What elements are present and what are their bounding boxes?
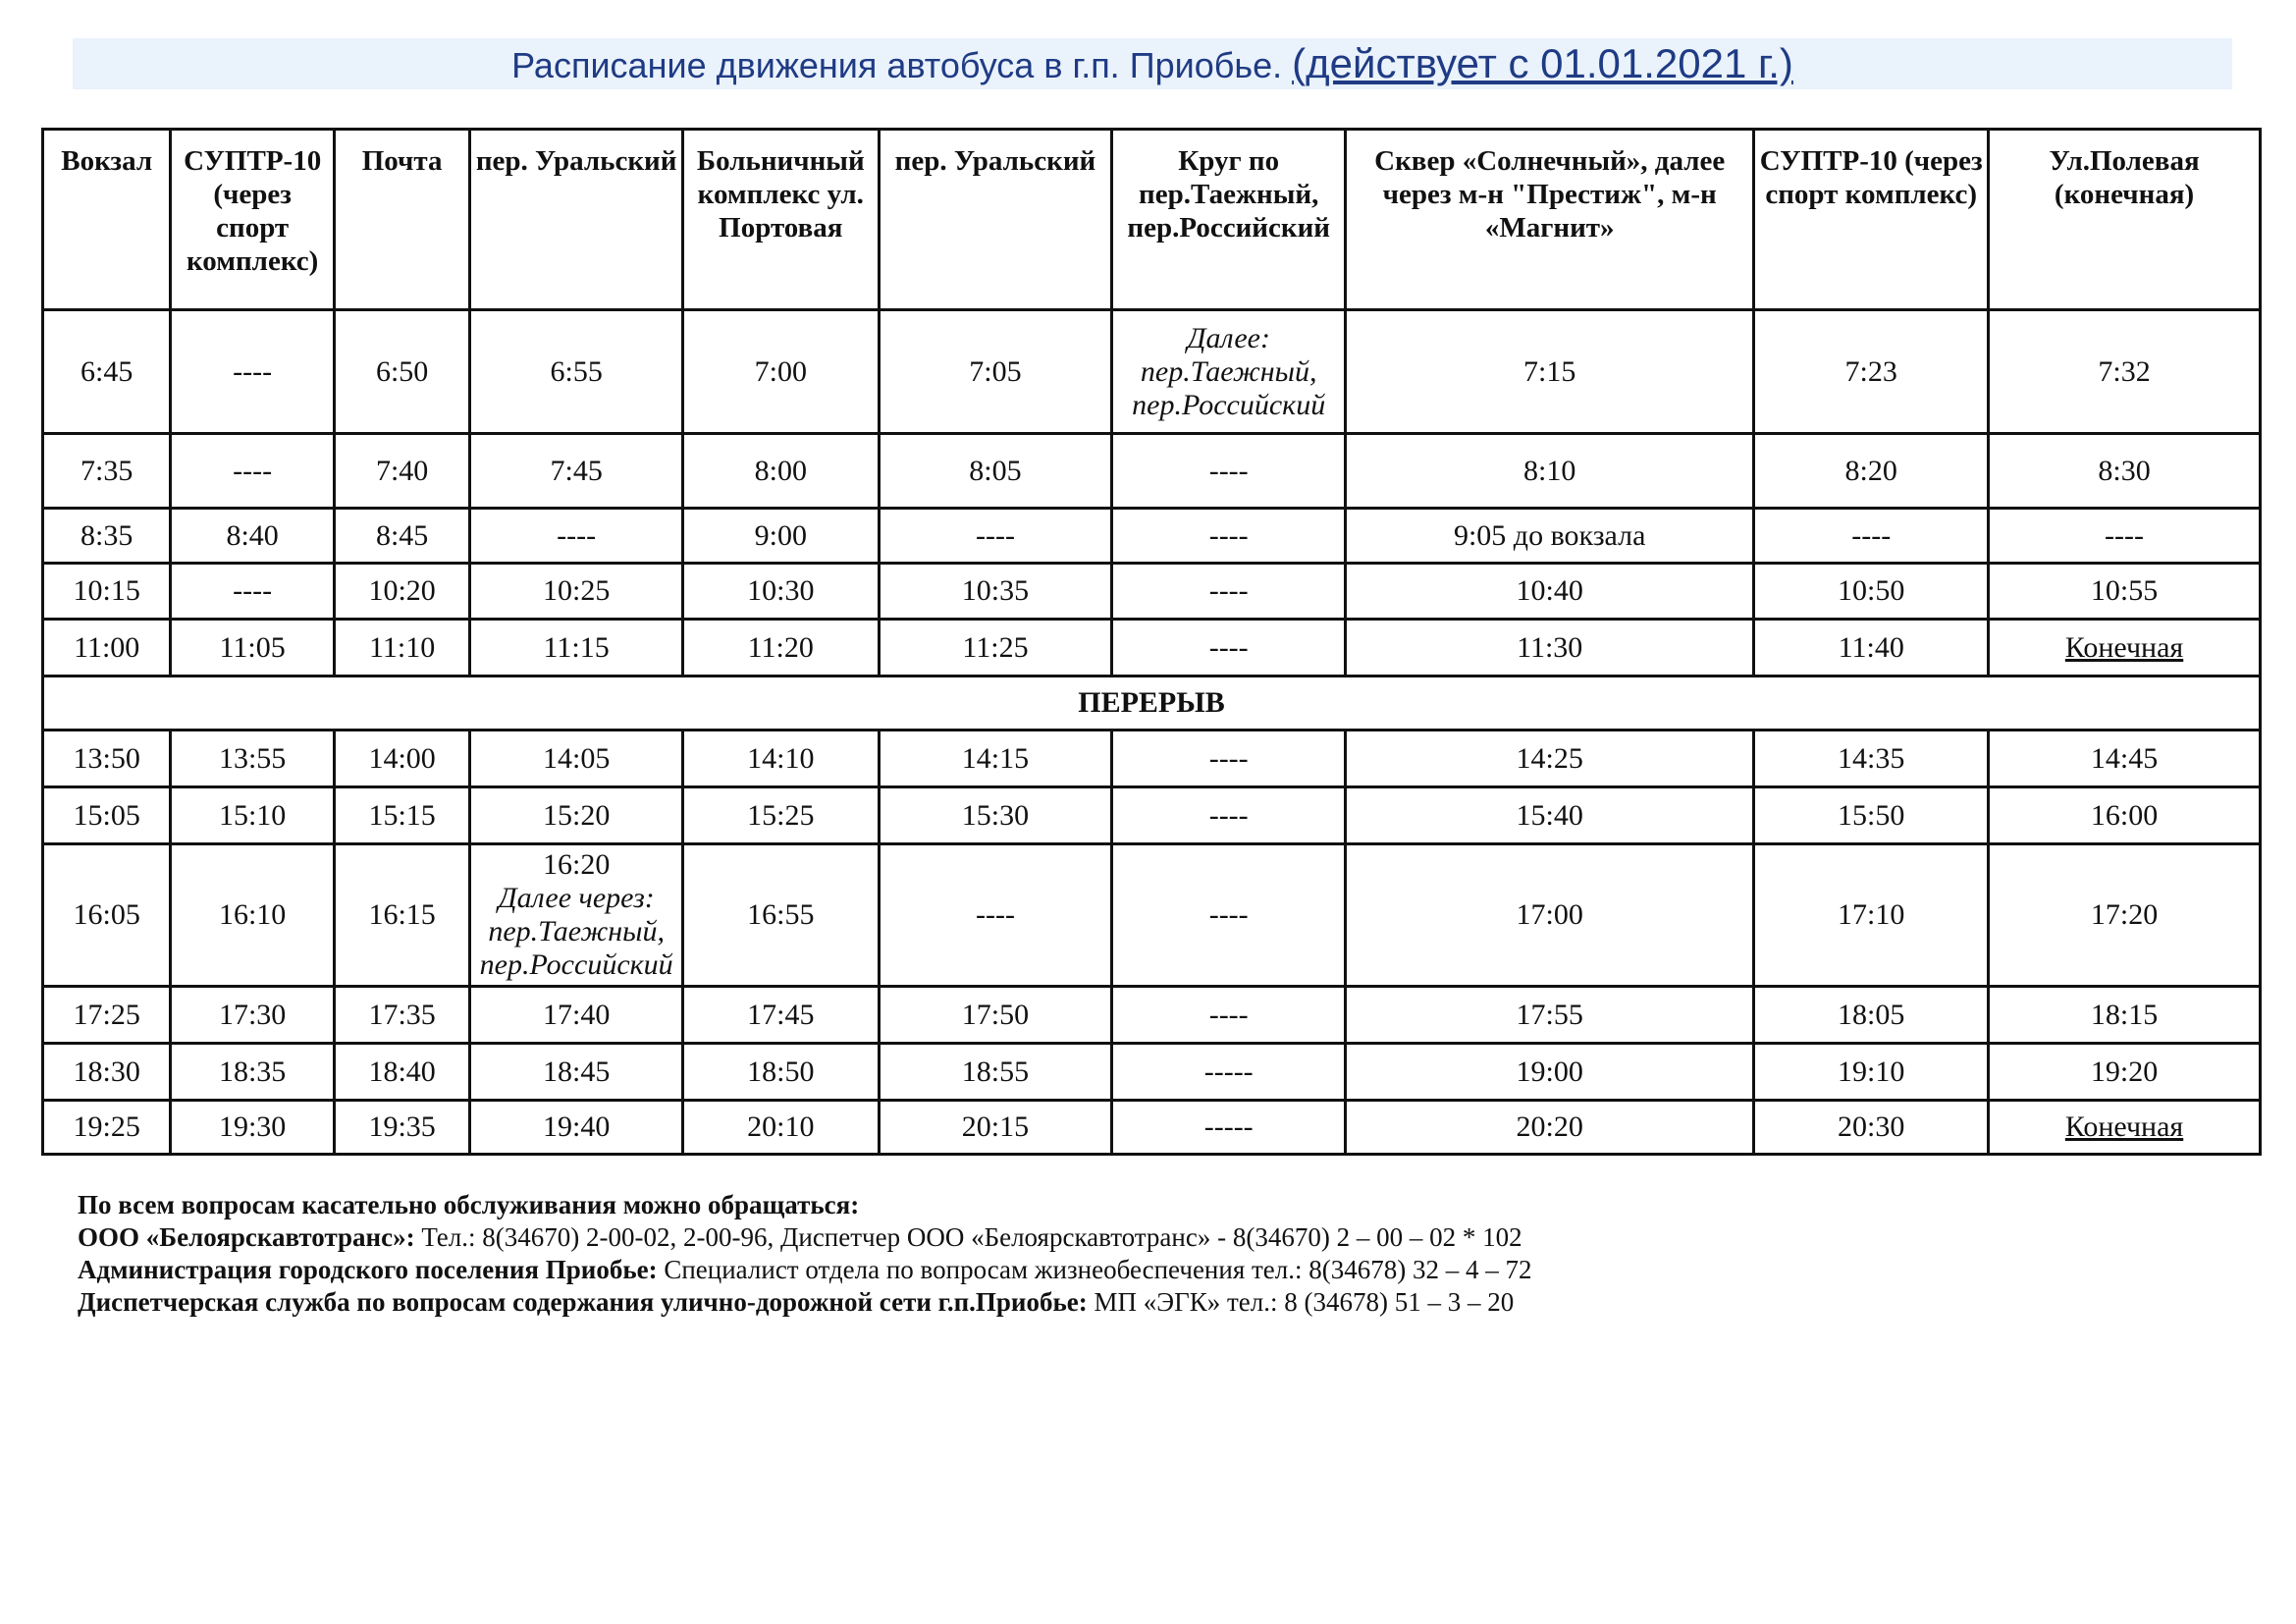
- table-cell: 10:55: [1989, 564, 2261, 620]
- table-row: [43, 1101, 2261, 1155]
- table-cell: 11:15: [470, 620, 683, 677]
- table-cell: ----: [1112, 564, 1346, 620]
- header-cell: Круг по пер.Таежный, пер.Российский: [1112, 130, 1346, 310]
- table-cell: 14:05: [470, 731, 683, 787]
- table-cell: 19:00: [1346, 1044, 1754, 1101]
- table-cell: 11:05: [171, 620, 335, 677]
- table-cell: 8:30: [1989, 434, 2261, 509]
- table-cell-terminus: Конечная: [1989, 620, 2261, 677]
- table-cell: 17:20: [1989, 844, 2261, 987]
- table-cell: 10:35: [879, 564, 1112, 620]
- table-cell: 17:40: [470, 987, 683, 1044]
- table-cell: 11:00: [43, 620, 171, 677]
- header-cell: пер. Уральский: [470, 130, 683, 310]
- table-cell: 15:25: [682, 787, 879, 844]
- table-row: [43, 434, 2261, 509]
- table-cell: ----: [1112, 434, 1346, 509]
- table-cell: 20:10: [682, 1101, 879, 1155]
- table-cell: 11:30: [1346, 620, 1754, 677]
- table-cell: 14:35: [1754, 731, 1989, 787]
- bus-schedule-table: [41, 128, 2262, 1156]
- table-cell: 11:20: [682, 620, 879, 677]
- table-cell: 16:55: [682, 844, 879, 987]
- table-cell: ----: [879, 509, 1112, 564]
- table-cell-note: Далее: пер.Таежный, пер.Российский: [1112, 310, 1346, 434]
- table-cell: 7:00: [682, 310, 879, 434]
- table-cell: 14:15: [879, 731, 1112, 787]
- table-cell: 17:10: [1754, 844, 1989, 987]
- table-cell: 18:55: [879, 1044, 1112, 1101]
- table-cell: -----: [1112, 1044, 1346, 1101]
- table-cell: 17:45: [682, 987, 879, 1044]
- table-cell: 14:10: [682, 731, 879, 787]
- header-row: [43, 130, 2261, 310]
- contact-label: Диспетчерская служба по вопросам содержания улично-дорожной сети г.п.Приобье:: [78, 1287, 1088, 1317]
- table-cell: 18:30: [43, 1044, 171, 1101]
- table-cell: 10:15: [43, 564, 171, 620]
- header-cell: СУПТР-10 (через спорт комплекс): [1754, 130, 1989, 310]
- table-cell: 17:50: [879, 987, 1112, 1044]
- title-main: Расписание движения автобуса в г.п. Приобье.: [511, 45, 1283, 85]
- table-row: [43, 564, 2261, 620]
- contact-line-administration: [78, 1254, 2237, 1286]
- table-row: [43, 1044, 2261, 1101]
- table-cell: ----: [171, 310, 335, 434]
- table-cell: 7:40: [334, 434, 469, 509]
- contact-label: ООО «Белоярскавтотранс»:: [78, 1222, 415, 1252]
- table-cell: 10:30: [682, 564, 879, 620]
- header-cell: Сквер «Солнечный», далее через м-н "Престиж", м-н «Магнит»: [1346, 130, 1754, 310]
- header-cell: Вокзал: [43, 130, 171, 310]
- table-cell: 15:50: [1754, 787, 1989, 844]
- table-cell: 16:15: [334, 844, 469, 987]
- table-row: [43, 620, 2261, 677]
- break-row: [43, 677, 2261, 731]
- table-cell: 19:25: [43, 1101, 171, 1155]
- table-cell: 13:50: [43, 731, 171, 787]
- header-cell: СУПТР-10 (через спорт комплекс): [171, 130, 335, 310]
- table-cell: 8:35: [43, 509, 171, 564]
- departure-time: 16:20: [542, 848, 611, 881]
- table-cell: 10:50: [1754, 564, 1989, 620]
- table-cell: 7:32: [1989, 310, 2261, 434]
- table-row: [43, 310, 2261, 434]
- table-cell: 17:55: [1346, 987, 1754, 1044]
- table-cell: 6:50: [334, 310, 469, 434]
- table-cell: 18:05: [1754, 987, 1989, 1044]
- table-cell: 6:45: [43, 310, 171, 434]
- table-cell: 19:20: [1989, 1044, 2261, 1101]
- table-cell: ----: [1989, 509, 2261, 564]
- table-row: [43, 787, 2261, 844]
- contact-line-dispatch: [78, 1286, 2237, 1319]
- contact-text: Тел.: 8(34670) 2-00-02, 2-00-96, Диспетчер ООО «Белоярскавтотранс» - 8(34670) 2 – 00 – 02 * 102: [414, 1222, 1522, 1252]
- table-cell: 14:45: [1989, 731, 2261, 787]
- table-row: [43, 844, 2261, 987]
- contact-info: [78, 1189, 2237, 1319]
- page-title: [73, 38, 2232, 89]
- table-cell: 17:00: [1346, 844, 1754, 987]
- table-cell: 15:10: [171, 787, 335, 844]
- contact-text: Специалист отдела по вопросам жизнеобеспечения тел.: 8(34678) 32 – 4 – 72: [657, 1255, 1532, 1284]
- table-cell: 17:30: [171, 987, 335, 1044]
- table-cell: ----: [1112, 620, 1346, 677]
- title-effective-date: (действует с 01.01.2021 г.): [1292, 40, 1793, 86]
- table-cell: 8:00: [682, 434, 879, 509]
- table-cell: 13:55: [171, 731, 335, 787]
- table-cell: 7:23: [1754, 310, 1989, 434]
- table-cell: ----: [1112, 844, 1346, 987]
- table-cell: 8:20: [1754, 434, 1989, 509]
- table-cell: 8:05: [879, 434, 1112, 509]
- table-cell: ----: [1112, 731, 1346, 787]
- table-cell: 7:15: [1346, 310, 1754, 434]
- table-cell: 20:15: [879, 1101, 1112, 1155]
- table-cell: 8:45: [334, 509, 469, 564]
- table-cell: ----: [171, 434, 335, 509]
- table-cell: 18:50: [682, 1044, 879, 1101]
- table-row: [43, 731, 2261, 787]
- table-cell: 8:10: [1346, 434, 1754, 509]
- table-cell: ----: [171, 564, 335, 620]
- table-cell: 11:10: [334, 620, 469, 677]
- table-cell: 18:40: [334, 1044, 469, 1101]
- table-cell: ----: [470, 509, 683, 564]
- table-cell: 19:10: [1754, 1044, 1989, 1101]
- table-cell: 9:05 до вокзала: [1346, 509, 1754, 564]
- table-cell: 20:30: [1754, 1101, 1989, 1155]
- table-cell: 9:00: [682, 509, 879, 564]
- contact-label: Администрация городского поселения Приобье:: [78, 1255, 658, 1284]
- table-cell: 14:25: [1346, 731, 1754, 787]
- table-cell: 16:05: [43, 844, 171, 987]
- table-cell: 8:40: [171, 509, 335, 564]
- table-cell: ----: [1112, 787, 1346, 844]
- break-label: ПЕРЕРЫВ: [43, 677, 2261, 731]
- table-cell: 18:35: [171, 1044, 335, 1101]
- table-cell: ----: [1112, 987, 1346, 1044]
- table-cell: 16:10: [171, 844, 335, 987]
- header-cell: Больничный комплекс ул. Портовая: [682, 130, 879, 310]
- table-cell: 6:55: [470, 310, 683, 434]
- table-cell: 11:40: [1754, 620, 1989, 677]
- table-cell: 18:15: [1989, 987, 2261, 1044]
- table-cell: ----: [1754, 509, 1989, 564]
- route-note: Далее через: пер.Таежный, пер.Российский: [479, 882, 673, 981]
- table-cell: ----: [1112, 509, 1346, 564]
- table-cell: 10:20: [334, 564, 469, 620]
- header-cell: Почта: [334, 130, 469, 310]
- contact-line-transport: [78, 1221, 2237, 1254]
- table-cell: 10:25: [470, 564, 683, 620]
- table-cell: 15:05: [43, 787, 171, 844]
- table-cell: 15:20: [470, 787, 683, 844]
- table-cell: 20:20: [1346, 1101, 1754, 1155]
- table-cell: 15:30: [879, 787, 1112, 844]
- table-cell: 15:40: [1346, 787, 1754, 844]
- table-cell: 19:40: [470, 1101, 683, 1155]
- table-cell: 19:30: [171, 1101, 335, 1155]
- table-cell: 16:00: [1989, 787, 2261, 844]
- table-cell: 7:45: [470, 434, 683, 509]
- table-cell: 14:00: [334, 731, 469, 787]
- table-cell: 17:25: [43, 987, 171, 1044]
- table-cell: 17:35: [334, 987, 469, 1044]
- table-row: [43, 509, 2261, 564]
- header-cell: Ул.Полевая (конечная): [1989, 130, 2261, 310]
- table-cell: 7:05: [879, 310, 1112, 434]
- table-cell-terminus: Конечная: [1989, 1101, 2261, 1155]
- contact-text: МП «ЭГК» тел.: 8 (34678) 51 – 3 – 20: [1087, 1287, 1515, 1317]
- table-cell-with-note: [470, 844, 683, 987]
- table-cell: 11:25: [879, 620, 1112, 677]
- table-cell: 19:35: [334, 1101, 469, 1155]
- contact-intro: По всем вопросам касательно обслуживания можно обращаться:: [78, 1190, 860, 1219]
- table-cell: 7:35: [43, 434, 171, 509]
- header-cell: пер. Уральский: [879, 130, 1112, 310]
- table-row: [43, 987, 2261, 1044]
- table-cell: -----: [1112, 1101, 1346, 1155]
- table-cell: ----: [879, 844, 1112, 987]
- table-cell: 18:45: [470, 1044, 683, 1101]
- table-cell: 15:15: [334, 787, 469, 844]
- table-cell: 10:40: [1346, 564, 1754, 620]
